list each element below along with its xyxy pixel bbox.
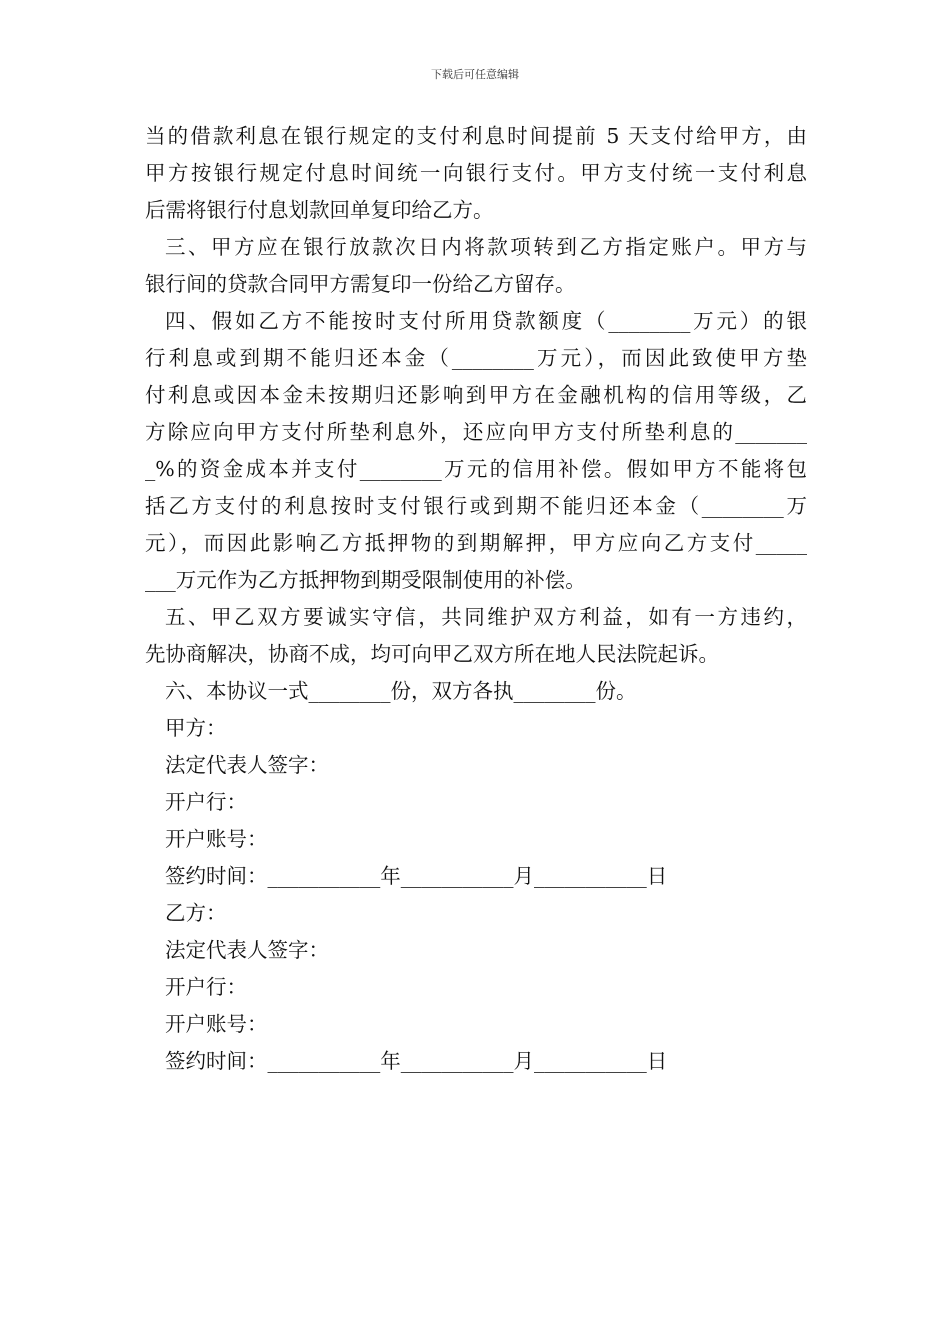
party-a-date-line: 签约时间：___________年___________月___________日 bbox=[165, 864, 668, 888]
text-line: 三、甲方应在银行放款次日内将款项转到乙方指定账户。甲方与 bbox=[165, 235, 807, 259]
text-line: 元），而因此影响乙方抵押物的到期解押，甲方应向乙方支付_____ bbox=[145, 531, 807, 555]
party-b-date-line: 签约时间：___________年___________月___________日 bbox=[165, 1049, 668, 1073]
text-line: 后需将银行付息划款回单复印给乙方。 bbox=[145, 198, 494, 222]
party-a-title: 甲方： bbox=[165, 716, 227, 740]
party-b-title: 乙方： bbox=[165, 901, 227, 925]
text-line: 银行间的贷款合同甲方需复印一份给乙方留存。 bbox=[145, 272, 576, 296]
text-line: 方除应向甲方支付所垫利息外，还应向甲方支付所垫利息的_______ bbox=[145, 420, 807, 444]
text-line: 当的借款利息在银行规定的支付利息时间提前 5 天支付给甲方，由 bbox=[145, 124, 807, 148]
document-body bbox=[145, 118, 807, 1080]
party-a-bank-label: 开户行： bbox=[165, 790, 247, 814]
party-b-bank-label: 开户行： bbox=[165, 975, 247, 999]
party-b-representative-label: 法定代表人签字： bbox=[165, 938, 329, 962]
text-line: ___万元作为乙方抵押物到期受限制使用的补偿。 bbox=[145, 568, 586, 592]
clause-three bbox=[145, 229, 807, 303]
party-b-signature-block bbox=[145, 895, 807, 1080]
party-a-signature-block bbox=[145, 710, 807, 895]
party-a-representative-label: 法定代表人签字： bbox=[165, 753, 329, 777]
text-line: 甲方按银行规定付息时间统一向银行支付。甲方支付统一支付利息 bbox=[145, 161, 807, 185]
text-line: 付利息或因本金未按期归还影响到甲方在金融机构的信用等级，乙 bbox=[145, 383, 807, 407]
party-a-account-label: 开户账号： bbox=[165, 827, 268, 851]
party-b-account-label: 开户账号： bbox=[165, 1012, 268, 1036]
paragraph-interest-payment bbox=[145, 118, 807, 229]
text-line: 五、甲乙双方要诚实守信，共同维护双方利益，如有一方违约， bbox=[165, 605, 807, 629]
text-line: _%的资金成本并支付________万元的信用补偿。假如甲方不能将包 bbox=[145, 457, 807, 481]
text-line: 六、本协议一式________份，双方各执________份。 bbox=[165, 679, 637, 703]
page-header: 下载后可任意编辑 bbox=[431, 68, 519, 81]
text-line: 括乙方支付的利息按时支付银行或到期不能归还本金（________万 bbox=[145, 494, 807, 518]
clause-six bbox=[145, 673, 807, 710]
clause-five bbox=[145, 599, 807, 673]
text-line: 行利息或到期不能归还本金（________万元），而因此致使甲方垫 bbox=[145, 346, 807, 370]
text-line: 四、假如乙方不能按时支付所用贷款额度（________万元）的银 bbox=[165, 309, 807, 333]
clause-four bbox=[145, 303, 807, 599]
text-line: 先协商解决，协商不成，均可向甲乙双方所在地人民法院起诉。 bbox=[145, 642, 719, 666]
